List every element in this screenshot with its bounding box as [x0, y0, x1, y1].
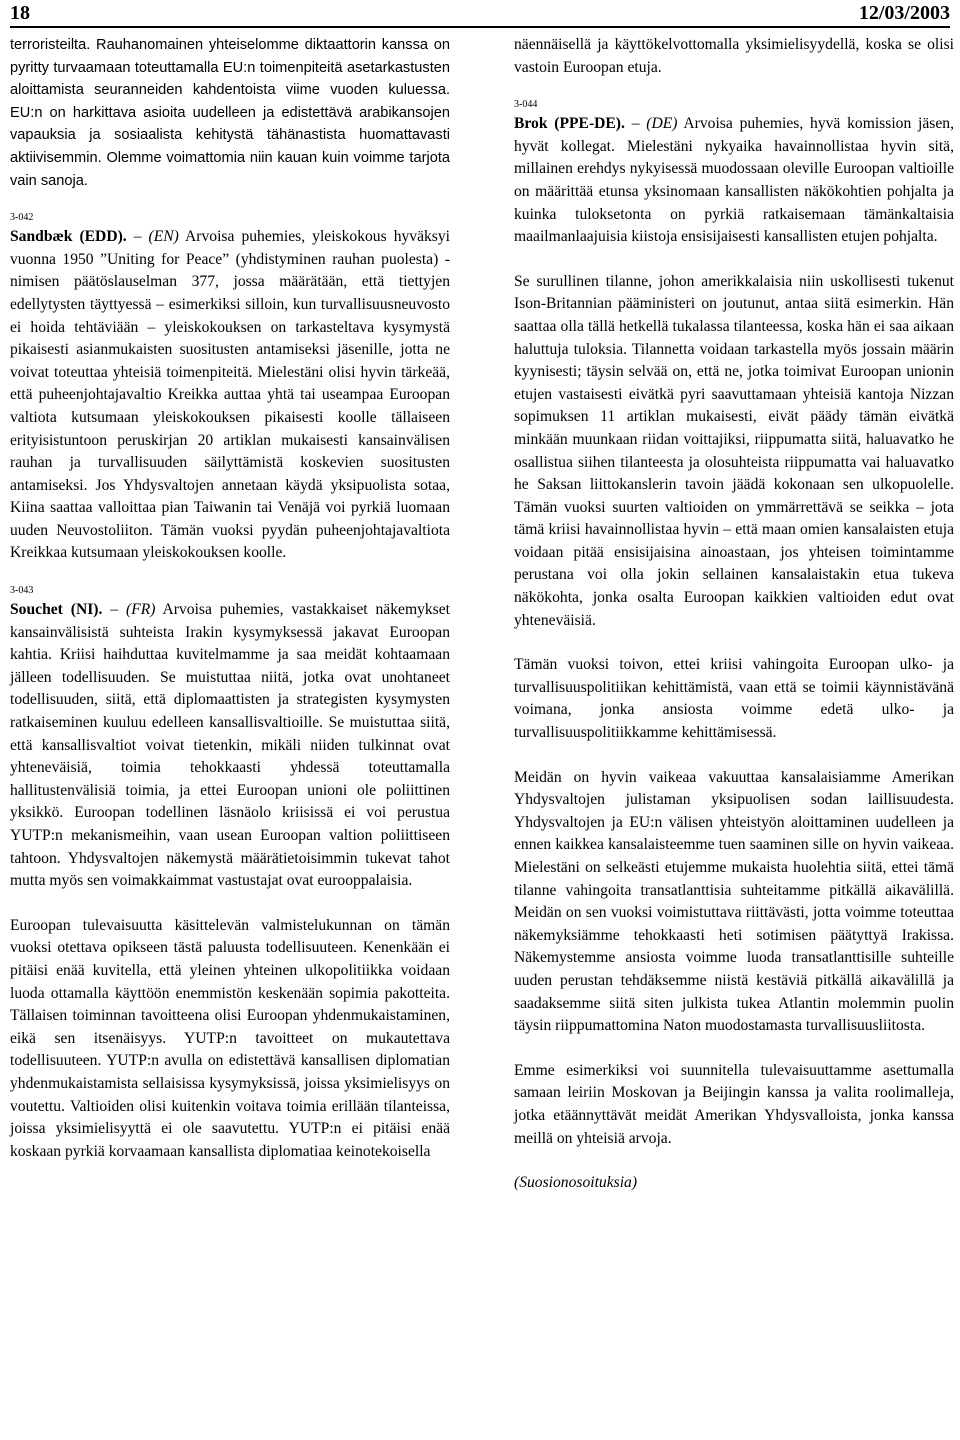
speech-text: Arvoisa puhemies, vastakkaiset näkemykset kansainvälisistä suhteista Irakin kysymyksessä jakavat Euroopan kahtia. Kriisi haihduttaa kuvitelmamme ja saa meidät kohtaamaan jälleen todellisuuden. Se muistuttaa niitä, jotka ovat unohtaneet todellisuuden, siitä, että diplomaattisten ja strategisten kysymysten ratkaiseminen kuuluu edelleen kansallisvaltioille. Se muistuttaa siitä, että kansallisvaltiot voivat tietenkin, mikäli niiden tulkinnat ovat yhteneväisiä, toimia tehokkaasti yhdessä toteuttamalla hallitustenvälisiä toimia, ja ettei Euroopan unioni ole poliittinen yksikkö. Euroopan todellinen läsnäolo kriisissä ei voi perustua YUTP:n mekanismeihin, vaan usean Euroopan valtion poliittiseen tahtoon. Yhdysvaltojen näkemystä määrätietoisimmin tukevat tahot mutta myös sen voimakkaimmat vastustajat ovat eurooppalaisia.: [10, 601, 450, 890]
applause-note: (Suosionosoituksia): [514, 1174, 638, 1192]
left-column: [10, 34, 450, 1163]
speech-sandbaek: [10, 226, 450, 565]
paragraph: Meidän on hyvin vaikeaa vakuuttaa kansalaisiamme Amerikan Yhdysvaltojen julistaman yksipuolisen sodan laillisuudesta. Yhdysvaltojen ja EU:n välisen yhteistyön aloittaminen uudelleen ja ennen kaikkea kansalaisteemme tuen saaminen sille on hyvin vaikeaa. Mielestäni on selkeästi etujemme mukaista huolehtia siitä, ettei tämä tilanne vahingoita transatlanttisia suhteitamme pitkällä aikavälillä. Meidän on sen vuoksi voimistuttava riittävästi, jotta voimme toteuttaa näkemyksiämme tehokkaasti heti sotimisen päätyttyä Irakissa. Näkemystemme ansiosta voimme luoda transatlanttisille suhteille uuden perustan tehdäksemme niistä kestäviä pitkällä aikavälillä ja saadaksemme siitä siten julkista tukea Atlantin molemmin puolin täysin riippumattomina Naton muodostamasta turvallisuusliitosta.: [514, 768, 954, 1035]
paragraph: Tämän vuoksi toivon, ettei kriisi vahingoita Euroopan ulko- ja turvallisuuspolitiikan kehittämistä, vaan että se toimii käynnistävänä voimana, jonka ansiosta voimme edetä ulko- ja turvallisuuspolitiikkamme kehittämisessä.: [514, 656, 954, 742]
speech-brok: [514, 113, 954, 249]
page-header: [10, 0, 950, 28]
speech-text: Arvoisa puhemies, yleiskokous hyväksyi vuonna 1950 ”Uniting for Peace” (yhdistyminen rauhan puolesta) -nimisen päätöslauselman 377, jossa määrätään, että tiettyjen edellytysten täyttyessä – esimerkiksi silloin, kun turvallisuusneuvosto ei hoida tehtäviään – yleiskokouksen on tarkasteltava kysymystä pikaisesti asianmukaisten suositusten antamiseksi jäsenille, jotta ne voivat toteuttaa yhteisiä toimenpiteitä. Mielestäni olisi hyvin tärkeää, että puheenjohtajavaltio Kreikka auttaa yhtä tai useampaa Euroopan valtiota kutsumaan yleiskokouksen pikaisesti koolle tällaiseen erityisistuntoon peruskirjan 20 artiklan mukaisesti kansainvälisen rauhan ja turvallisuuden säilyttämistä koskevien suositusten antamiseksi. Jos Yhdysvaltojen annetaan käydä yksipuolista sotaa, Kiina saattaa valloittaa pian Taiwanin tai Venäjä voi pyrkiä luomaan uuden Neuvostoliiton. Tämän vuoksi pyydän puheenjohtajavaltiota Kreikkaa kutsumaan yleiskokouksen koolle.: [10, 228, 450, 562]
speaker-name: Sandbæk (EDD).: [10, 228, 127, 246]
item-number: 3-043: [10, 585, 34, 597]
item-number: 3-042: [10, 212, 34, 224]
language-tag: – (DE): [624, 115, 678, 133]
language-tag: – (FR): [102, 601, 156, 619]
speech-text: Arvoisa puhemies, hyvä komission jäsen, hyvät kollegat. Mielestäni nykyaika havainnollistaa hyvin sitä, millainen erehdys nykyisessä muodossaan oleville Euroopan valtioille on määrittää etunsa yksinomaan kansallisten näkökohtien pohjalta ja kuinka tuloksetonta on pyrkiä ratkaisemaan tämänkaltaisia maailmanlaajuisia kiistoja ensisijaisesti kansallisten etujen pohjalta.: [514, 115, 954, 246]
continued-paragraph: terroristeilta. Rauhanomainen yhteiselomme diktaattorin kanssa on pyritty turvaamaan toteuttamalla EU:n toimenpiteitä asetarkastusten aloittamista seuranneiden kahdentoista viime vuoden kuluessa. EU:n on harkittava asioita uudelleen ja edistettävä arabikansojen vapauksia ja sosiaalista kehitystä tähänastista huomattavasti aktiivisemmin. Olemme voimattomia niin kauan kuin voimme tarjota vain sanoja.: [10, 37, 450, 189]
speaker-name: Brok (PPE-DE).: [514, 115, 625, 133]
paragraph: Euroopan tulevaisuutta käsittelevän valmistelukunnan on tämän vuoksi otettava opikseen tästä paluusta todellisuuteen. Kenenkään ei pitäisi enää kuvitella, että yleinen yhteinen ulkopolitiikka voidaan luoda ottamalla käyttöön enemmistön keskenään sopimia pakotteita. Tällaisen toiminnan tavoitteena olisi Euroopan yhdenmukaistaminen, eikä sen itsenäisyys. YUTP:n tavoitteet on mukautettava todellisuuteen. YUTP:n avulla on edistettävä kansallisen diplomatian yhdenmukaistamista sellaisissa kysymyksissä, joissa yksimielisyys on voutettu. Valtioiden olisi kuitenkin voitava toimia erillään tilanteissa, joissa yksimielisyyttä ei ole saavutettu. YUTP:n ei pitäisi enää koskaan pyrkiä korvaamaan kansallista diplomatiaa keinotekoisella: [10, 916, 450, 1160]
item-number: 3-044: [514, 99, 538, 111]
session-date: 12/03/2003: [858, 2, 950, 24]
paragraph: näennäisellä ja käyttökelvottomalla yksimielisyydellä, koska se olisi vastoin Euroopan etuja.: [514, 36, 954, 76]
speech-souchet: [10, 599, 450, 893]
speaker-name: Souchet (NI).: [10, 601, 103, 619]
paragraph: Emme esimerkiksi voi suunnitella tulevaisuuttamme asettumalla samaan leiriin Moskovan ja Beijingin kanssa ja valita roolimalleja, jotka etäännyttävät meidät Amerikan Yhdysvalloista, jonka kanssa meillä on yhteisiä arvoja.: [514, 1061, 954, 1147]
paragraph: Se surullinen tilanne, johon amerikkalaisia niin uskollisesti tukenut Ison-Britannian pääministeri on joutunut, antaa siitä esimerkin. Hän saattaa olla tällä hetkellä tukalassa tilanteessa, koska hän ei saa aikaan haluttuja tuloksia. Tilannetta voidaan tarkastella myös jossain määrin kyynisesti; täysin selvää on, että ne, jotka toimivat Euroopan unionin etujen vastaisesti eivätkä pyri saavuttamaan yhteisiä kantoja Nizzan sopimuksen 11 artiklan mukaisesti, eivät päädy tämän eivätkä minkään muunkaan riidan voittajiksi, riippumatta siitä, haluavatko he osallistua siihen tilanteesta ja olosuhteista riippumatta vai haluavatko he Saksan liittokanslerin tavoin jäädä kokonaan sen ulkopuolelle. Tämän vuoksi suurten valtioiden on ymmärrettävä se seikka – jota tämä kriisi havainnollistaa hyvin – että maan omien kansalaisten etuja voidaan pitää ensisijaisina ainoastaan, jos yhteisen toimintamme perustana voi olla jokin sellainen kansalaistakin etua tukeva näkökohta, jonka osalta Euroopan kaikkien valtioiden edut ovat yhteneväisiä.: [514, 272, 954, 629]
right-column: [514, 34, 954, 1195]
language-tag: – (EN): [126, 228, 179, 246]
page-number: 18: [10, 2, 30, 24]
